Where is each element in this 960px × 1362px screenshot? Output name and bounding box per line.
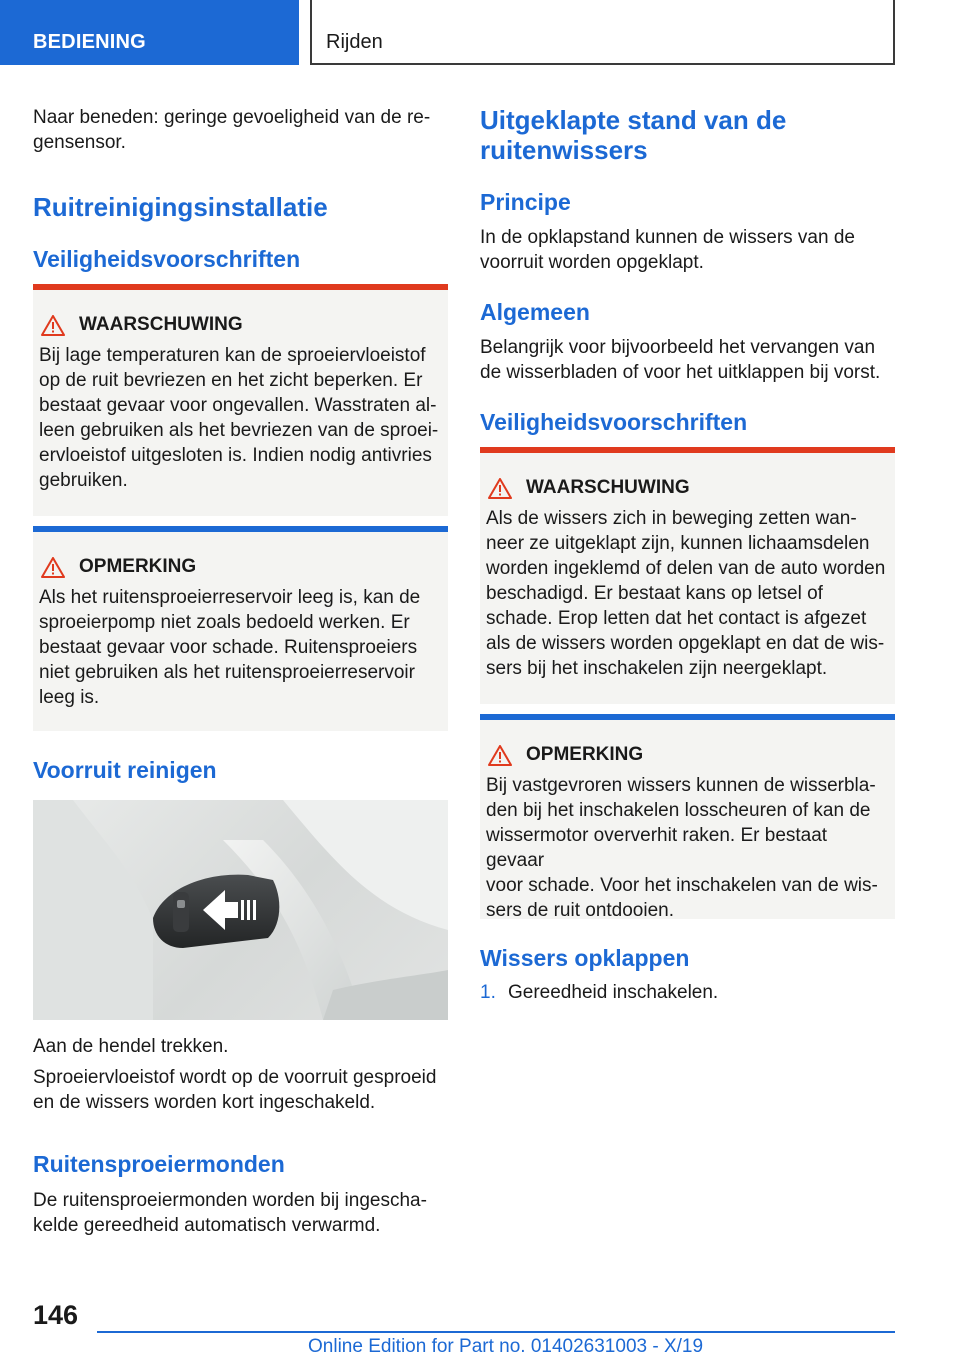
heading-fold-wipers: Wissers opklappen (480, 945, 690, 971)
warning-line: Bij lage temperaturen kan de sproeiervloeistof (39, 345, 426, 366)
warning-label: WAARSCHUWING (526, 477, 690, 498)
warning-line: gebruiken. (39, 470, 128, 491)
notice-box-left (33, 526, 448, 731)
heading-nozzles: Ruitensproeiermonden (33, 1151, 285, 1177)
instruction-pull-lever: Aan de hendel trekken. (33, 1036, 229, 1057)
notice-header (41, 556, 196, 578)
warning-line: op de ruit bevriezen en het zicht beperken. Er (39, 370, 423, 391)
warning-box-left (33, 284, 448, 516)
chapter-title: Rijden (326, 31, 383, 53)
general-text-l1: Belangrijk voor bijvoorbeeld het vervangen van (480, 337, 876, 358)
instruction-spray-l2: en de wissers worden kort ingeschakeld. (33, 1092, 376, 1113)
notice-line: leeg is. (39, 687, 100, 708)
warning-body (39, 343, 443, 493)
principle-text-l2: voorruit worden opgeklapt. (480, 252, 704, 273)
heading-principle: Principe (480, 189, 571, 215)
instruction-spray-l1: Sproeiervloeistof wordt op de voorruit gesproeid (33, 1067, 437, 1088)
heading-folded-l2: ruitenwissers (480, 135, 648, 165)
footer-edition: Online Edition for Part no. 01402631003 - X/19 (308, 1336, 704, 1357)
warning-label: WAARSCHUWING (79, 314, 243, 335)
principle-text-l1: In de opklapstand kunnen de wissers van de (480, 227, 855, 248)
footer-rule (97, 1331, 895, 1333)
warning-header (488, 477, 690, 499)
warning-line: worden ingeklemd of delen van de auto worden (486, 558, 886, 579)
notice-body (486, 773, 890, 923)
notice-header (488, 744, 643, 766)
page-number: 146 (33, 1300, 79, 1330)
notice-line: wissermotor oververhit raken. Er bestaat gevaar (486, 825, 828, 871)
general-text-l2: de wisserbladen of voor het uitklappen bij vorst. (480, 362, 881, 383)
warning-line: bestaat gevaar voor ongevallen. Wasstraten al- (39, 395, 437, 416)
warning-line: als de wissers worden opgeklapt en dat de wis- (486, 633, 885, 654)
warning-line: leen gebruiken als het bevriezen van de sproei- (39, 420, 439, 441)
warning-line: ervloeistof uitgesloten is. Indien nodig antivries (39, 445, 432, 466)
heading-general: Algemeen (480, 299, 590, 325)
section-title: BEDIENING (33, 31, 146, 53)
warning-body (486, 506, 890, 681)
warning-line: sers bij het inschakelen zijn neergeklapt. (486, 658, 828, 679)
warning-header (41, 314, 243, 336)
nozzles-text-l2: kelde gereedheid automatisch verwarmd. (33, 1215, 381, 1236)
heading-windshield: Voorruit reinigen (33, 757, 217, 783)
notice-box-right (480, 714, 895, 919)
warning-line: neer ze uitgeklapt zijn, kunnen lichaamsdelen (486, 533, 870, 554)
notice-line: niet gebruiken als het ruitensproeierreservoir (39, 662, 415, 683)
notice-body (39, 585, 443, 710)
header-section-tab (0, 0, 299, 65)
step-text: Gereedheid inschakelen. (508, 982, 719, 1003)
nozzles-text-l1: De ruitensproeiermonden worden bij ingescha- (33, 1190, 427, 1211)
header-chapter-tab (310, 0, 895, 65)
notice-line: bestaat gevaar voor schade. Ruitensproeiers (39, 637, 418, 658)
wiper-lever-illustration (33, 800, 448, 1020)
notice-label: OPMERKING (526, 744, 644, 765)
warning-line: Als de wissers zich in beweging zetten wan- (486, 508, 857, 529)
heading-folded-l1: Uitgeklapte stand van de (480, 105, 787, 135)
warning-line: schade. Erop letten dat het contact is afgezet (486, 608, 867, 629)
heading-ruitreiniging: Ruitreinigingsinstallatie (33, 192, 328, 222)
warning-triangle-icon (41, 557, 65, 578)
heading-safety-right: Veiligheidsvoorschriften (480, 409, 748, 435)
notice-line: den bij het inschakelen losscheuren of kan de (486, 800, 871, 821)
warning-box-right (480, 447, 895, 704)
warning-line: beschadigd. Er bestaat kans op letsel of (486, 583, 823, 604)
warning-triangle-icon (488, 745, 512, 766)
heading-safety-left: Veiligheidsvoorschriften (33, 246, 301, 272)
notice-label: OPMERKING (79, 556, 197, 577)
notice-line: sers de ruit ontdooien. (486, 900, 675, 921)
notice-line: sproeierpomp niet zoals bedoeld werken. Er (39, 612, 410, 633)
wiper-lever-photo (33, 800, 448, 1020)
notice-line: voor schade. Voor het inschakelen van de wis- (486, 875, 878, 896)
intro-text: Naar beneden: geringe gevoeligheid van de re-gensensor. (33, 107, 431, 153)
step-number: 1. (480, 982, 496, 1003)
notice-line: Bij vastgevroren wissers kunnen de wisserbla- (486, 775, 876, 796)
warning-triangle-icon (488, 478, 512, 499)
notice-line: Als het ruitensproeierreservoir leeg is, kan de (39, 587, 421, 608)
warning-triangle-icon (41, 315, 65, 336)
